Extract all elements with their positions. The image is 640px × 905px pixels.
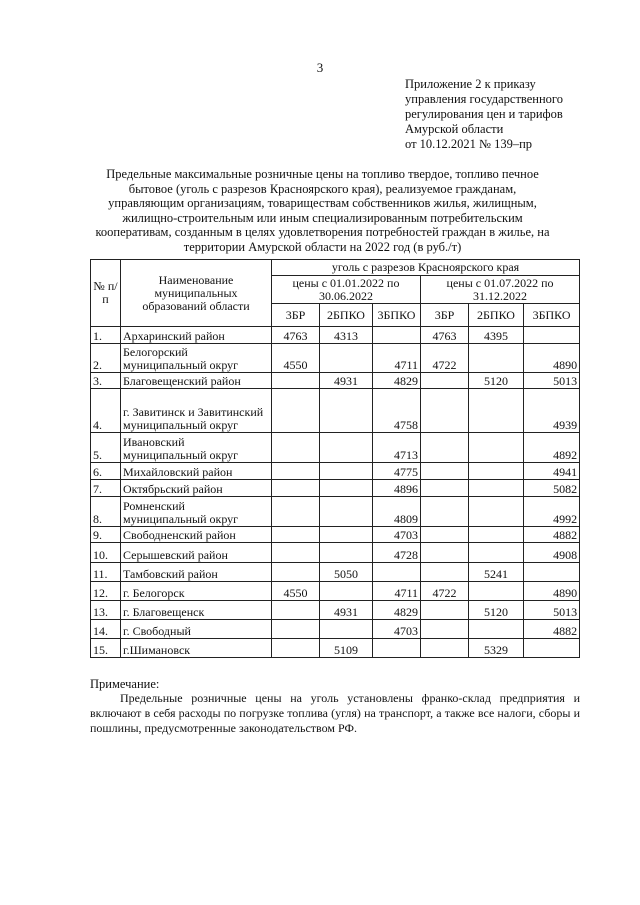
price-cell: 4892 (524, 433, 580, 463)
table-row (91, 543, 580, 563)
price-cell: 5013 (524, 601, 580, 620)
price-cell: 5013 (524, 373, 580, 389)
price-cell: 4722 (421, 344, 469, 373)
appendix-line: от 10.12.2021 № 139–пр (405, 137, 533, 151)
price-cell (272, 620, 320, 639)
municipality-name: г. Благовещенск (121, 601, 272, 620)
price-cell (469, 497, 524, 527)
header-num: № п/п (91, 260, 121, 327)
price-cell (320, 463, 373, 480)
table-row (91, 620, 580, 639)
header-col: 3БПКО (373, 304, 421, 327)
row-number: 8. (91, 497, 121, 527)
municipality-name: Благовещенский район (121, 373, 272, 389)
price-table (90, 259, 580, 658)
price-cell: 4829 (373, 373, 421, 389)
header-col: 2БПКО (469, 304, 524, 327)
note-text: Предельные розничные цены на уголь установлены франко-склад предприятия и включают в себя расходы по погрузке топлива (угля) на транспорт, а также все налоги, сборы и пошлины, предусмотренные законодательством РФ. (90, 691, 580, 735)
header-period-1: цены с 01.01.2022 по 30.06.2022 (272, 276, 421, 304)
table-row (91, 497, 580, 527)
title-line: территории Амурской области на 2022 год (в руб./т) (183, 239, 462, 254)
price-cell (524, 327, 580, 344)
price-cell: 4992 (524, 497, 580, 527)
price-cell: 4711 (373, 582, 421, 601)
price-cell (421, 527, 469, 543)
title-line: кооперативам, созданным в целях удовлетворения потребностей граждан в жилье, на (95, 225, 550, 240)
price-cell: 4939 (524, 389, 580, 433)
price-cell: 5241 (469, 563, 524, 582)
table-row (91, 563, 580, 582)
row-number: 2. (91, 344, 121, 373)
municipality-name: Ивановский муниципальный округ (121, 433, 272, 463)
row-number: 7. (91, 480, 121, 497)
price-cell (469, 433, 524, 463)
price-cell (272, 527, 320, 543)
note-heading: Примечание: (90, 677, 160, 691)
price-cell (469, 527, 524, 543)
price-cell: 4931 (320, 601, 373, 620)
municipality-name: Свободненский район (121, 527, 272, 543)
table-row (91, 480, 580, 497)
price-cell (373, 327, 421, 344)
title-line: Предельные максимальные розничные цены на топливо твердое, топливо печное (106, 167, 539, 181)
price-cell: 4763 (272, 327, 320, 344)
price-cell (421, 463, 469, 480)
price-cell (469, 620, 524, 639)
row-number: 3. (91, 373, 121, 389)
price-cell (524, 639, 580, 658)
municipality-name: Октябрьский район (121, 480, 272, 497)
price-cell (320, 582, 373, 601)
header-group: уголь с разрезов Красноярского края (272, 260, 580, 276)
price-cell: 4722 (421, 582, 469, 601)
price-cell (524, 563, 580, 582)
price-cell (272, 601, 320, 620)
price-cell: 5050 (320, 563, 373, 582)
municipality-name: Тамбовский район (121, 563, 272, 582)
row-number: 9. (91, 527, 121, 543)
municipality-name: Ромненский муниципальный округ (121, 497, 272, 527)
price-cell (469, 389, 524, 433)
price-cell: 5120 (469, 373, 524, 389)
table-row (91, 582, 580, 601)
page-number: 3 (316, 60, 324, 75)
price-cell (320, 344, 373, 373)
price-cell: 4550 (272, 344, 320, 373)
price-cell (272, 373, 320, 389)
row-number: 6. (91, 463, 121, 480)
price-cell: 4941 (524, 463, 580, 480)
table-row (91, 527, 580, 543)
price-cell (469, 582, 524, 601)
price-cell (373, 639, 421, 658)
row-number: 1. (91, 327, 121, 344)
table-row (91, 601, 580, 620)
price-cell (469, 480, 524, 497)
price-cell: 4890 (524, 582, 580, 601)
price-cell: 4896 (373, 480, 421, 497)
price-cell (272, 433, 320, 463)
price-cell (272, 497, 320, 527)
price-cell: 4775 (373, 463, 421, 480)
price-cell (421, 497, 469, 527)
title-line: бытовое (уголь с разрезов Красноярского края), реализуемое гражданам, (128, 181, 517, 196)
price-cell: 4763 (421, 327, 469, 344)
appendix-line: Приложение 2 к приказу (405, 77, 536, 91)
row-number: 13. (91, 601, 121, 620)
table-row (91, 433, 580, 463)
price-cell (320, 433, 373, 463)
price-cell: 4703 (373, 527, 421, 543)
table-row (91, 389, 580, 433)
table-row (91, 373, 580, 389)
price-cell: 4550 (272, 582, 320, 601)
price-cell: 4931 (320, 373, 373, 389)
document-title (95, 167, 550, 255)
price-cell (421, 639, 469, 658)
header-name: Наименование муниципальных образований области (121, 260, 272, 327)
price-cell: 4908 (524, 543, 580, 563)
price-cell (421, 389, 469, 433)
price-cell (469, 344, 524, 373)
row-number: 4. (91, 389, 121, 433)
price-cell (272, 389, 320, 433)
appendix-line: управления государственного (405, 92, 563, 106)
price-cell (421, 563, 469, 582)
price-cell (421, 620, 469, 639)
municipality-name: г. Завитинск и Завитинский муниципальный округ (121, 389, 272, 433)
table-row (91, 639, 580, 658)
price-cell: 5329 (469, 639, 524, 658)
price-cell (272, 480, 320, 497)
row-number: 10. (91, 543, 121, 563)
table-row (91, 344, 580, 373)
table-row (91, 463, 580, 480)
price-cell: 5082 (524, 480, 580, 497)
municipality-name: г.Шимановск (121, 639, 272, 658)
appendix-line: регулирования цен и тарифов (405, 107, 563, 121)
price-cell (320, 527, 373, 543)
price-cell (272, 639, 320, 658)
price-cell: 4882 (524, 620, 580, 639)
price-cell (373, 563, 421, 582)
row-number: 11. (91, 563, 121, 582)
header-col: 3БПКО (524, 304, 580, 327)
price-cell (469, 543, 524, 563)
price-cell (421, 480, 469, 497)
price-cell (320, 480, 373, 497)
price-cell (421, 601, 469, 620)
header-col: 2БПКО (320, 304, 373, 327)
header-col: 3БР (272, 304, 320, 327)
price-cell: 4882 (524, 527, 580, 543)
price-cell: 4728 (373, 543, 421, 563)
row-number: 15. (91, 639, 121, 658)
price-cell (320, 620, 373, 639)
row-number: 5. (91, 433, 121, 463)
price-cell (421, 373, 469, 389)
title-line: управляющим организациям, товариществам собственников жилья, жилищным, (108, 196, 537, 211)
price-cell: 5120 (469, 601, 524, 620)
price-cell: 4758 (373, 389, 421, 433)
price-cell (272, 543, 320, 563)
price-cell: 4711 (373, 344, 421, 373)
title-line: жилищно-строительным или иным специализированным потребительским (122, 210, 523, 225)
table-row (91, 327, 580, 344)
price-cell: 4313 (320, 327, 373, 344)
price-cell (469, 463, 524, 480)
price-cell (320, 543, 373, 563)
price-cell: 4809 (373, 497, 421, 527)
price-cell: 4829 (373, 601, 421, 620)
price-cell (421, 543, 469, 563)
price-cell (272, 463, 320, 480)
appendix-block (405, 77, 615, 152)
price-cell: 4703 (373, 620, 421, 639)
price-cell: 4713 (373, 433, 421, 463)
municipality-name: г. Свободный (121, 620, 272, 639)
appendix-line: Амурской области (405, 122, 504, 136)
price-cell: 5109 (320, 639, 373, 658)
price-cell (320, 497, 373, 527)
municipality-name: Серышевский район (121, 543, 272, 563)
price-cell (421, 433, 469, 463)
price-cell: 4395 (469, 327, 524, 344)
header-period-2: цены с 01.07.2022 по 31.12.2022 (421, 276, 580, 304)
header-col: 3БР (421, 304, 469, 327)
municipality-name: Михайловский район (121, 463, 272, 480)
price-cell (320, 389, 373, 433)
price-cell (272, 563, 320, 582)
row-number: 12. (91, 582, 121, 601)
price-cell: 4890 (524, 344, 580, 373)
row-number: 14. (91, 620, 121, 639)
municipality-name: Архаринский район (121, 327, 272, 344)
municipality-name: г. Белогорск (121, 582, 272, 601)
municipality-name: Белогорский муниципальный округ (121, 344, 272, 373)
